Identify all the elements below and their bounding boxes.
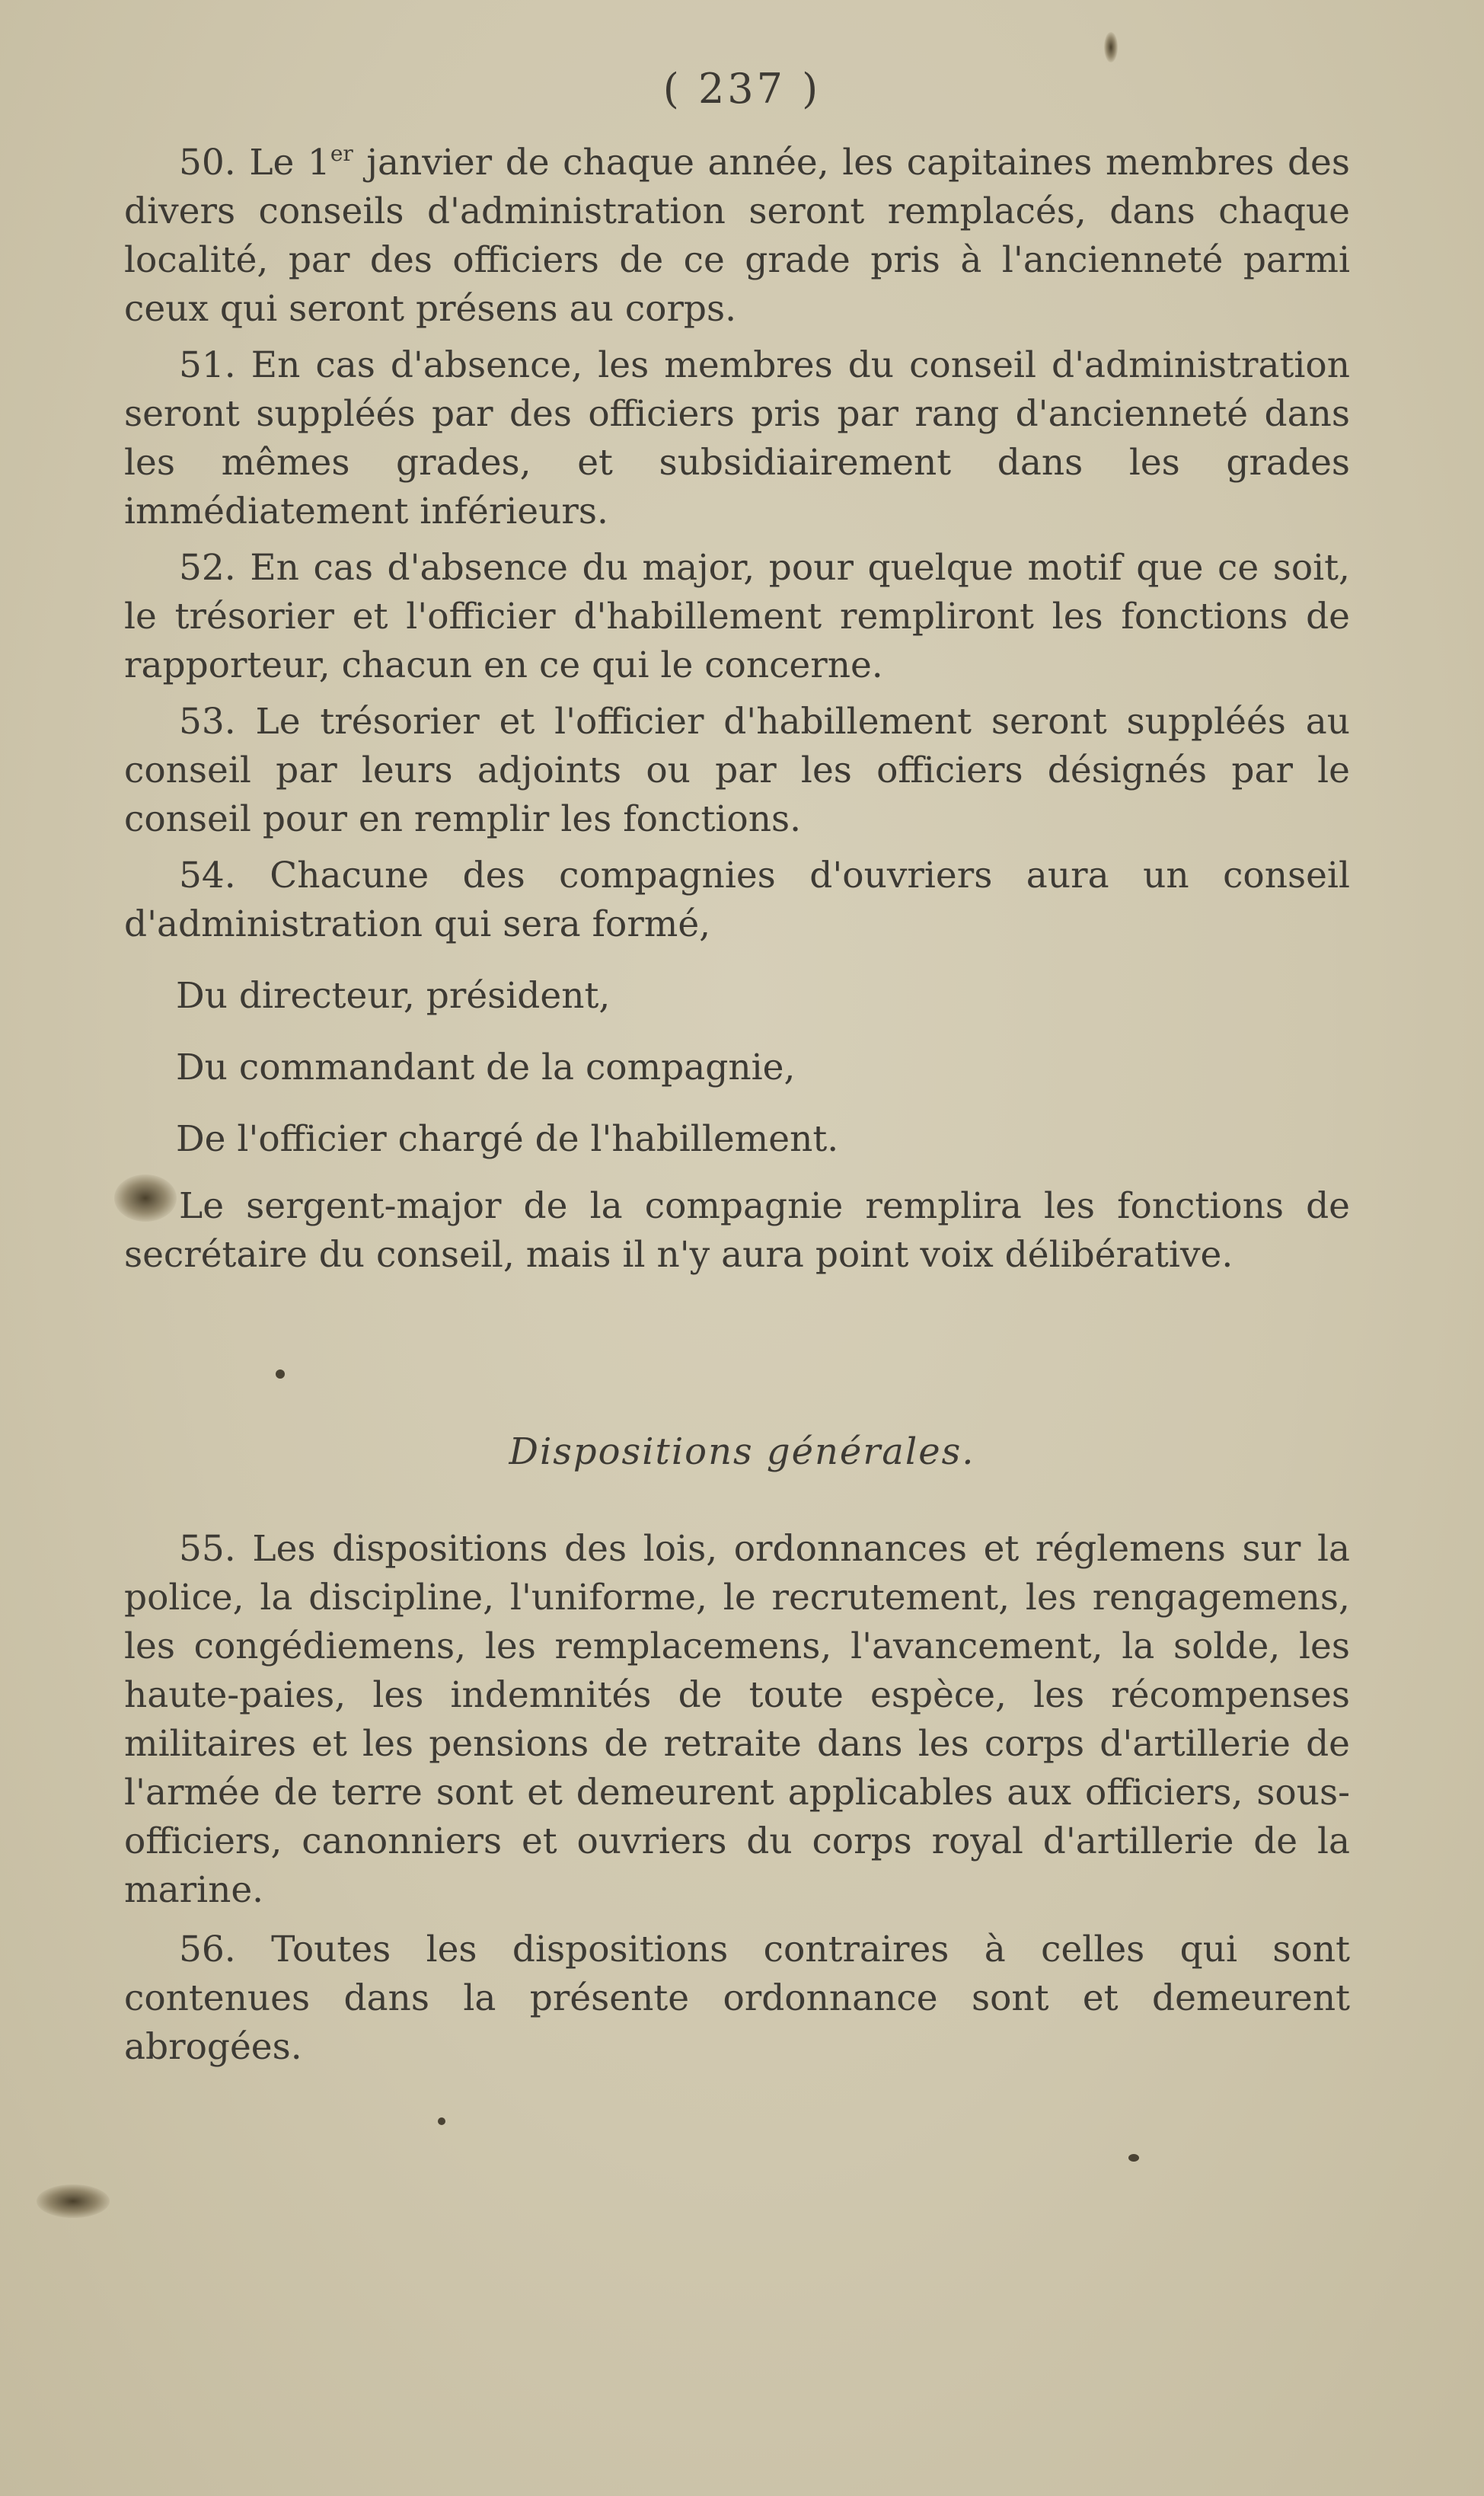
ink-dot: [276, 1369, 285, 1379]
article-53: 53. Le trésorier et l'officier d'habillement seront suppléés au conseil par leurs adjoints ou par les officiers désignés par le conseil pour en remplir les fonctions.: [124, 701, 1350, 840]
article-50-number: 50.: [179, 142, 236, 184]
article-56: 56. Toutes les dispositions contraires à celles qui sont contenues dans la présente ordonnance sont et demeurent abrogées.: [124, 1929, 1350, 2068]
council-member-1: Du directeur, président,: [176, 975, 611, 1017]
ink-dot: [438, 2117, 445, 2125]
council-member-2: Du commandant de la compagnie,: [176, 1047, 796, 1088]
article-54: 54. Chacune des compagnies d'ouvriers aura un conseil d'administration qui sera formé,: [124, 855, 1350, 945]
ink-spot: [1104, 32, 1118, 62]
ink-dot: [1128, 2154, 1139, 2162]
article-51: 51. En cas d'absence, les membres du conseil d'administration seront suppléés par des officiers pris par rang d'ancienneté dans les mêmes grades, et subsidiairement dans les grades immédiatement inférieurs.: [124, 344, 1350, 532]
page-number: ( 237 ): [662, 65, 822, 113]
article-50-text-start: Le 1: [249, 142, 330, 184]
article-50-text-rest: janvier de chaque année, les capitaines membres des divers conseils d'administration seront remplacés, dans chaque localité, par des officiers de ce grade pris à l'ancienneté parmi ceux qui seront présens au corps.: [124, 142, 1350, 330]
article-50: [124, 139, 1350, 334]
article-54-note: Le sergent-major de la compagnie remplira les fonctions de secrétaire du conseil, mais il n'y aura point voix délibérative.: [124, 1185, 1350, 1276]
article-55: 55. Les dispositions des lois, ordonnances et réglemens sur la police, la discipline, l'uniforme, le recrutement, les rengagemens, les congédiemens, les remplacemens, l'avancement, la solde, les haute-paies, les indemnités de toute espèce, les récompenses militaires et les pensions de retraite dans les corps d'artillerie de l'armée de terre sont et demeurent applicables aux officiers, sous-officiers, canonniers et ouvriers du corps royal d'artillerie de la marine.: [124, 1528, 1350, 1911]
section-general-provisions: [124, 1525, 1350, 2072]
section-articles-50-54: [124, 139, 1350, 1280]
council-member-3: De l'officier chargé de l'habillement.: [176, 1118, 839, 1160]
section-heading: Dispositions générales.: [509, 1430, 975, 1473]
ordinal-superscript: er: [330, 141, 353, 166]
ink-blot: [114, 1174, 177, 1222]
stain: [37, 2184, 110, 2218]
article-52: 52. En cas d'absence du major, pour quelque motif que ce soit, le trésorier et l'officier d'habillement rempliront les fonctions de rapporteur, chacun en ce qui le concerne.: [124, 547, 1350, 686]
